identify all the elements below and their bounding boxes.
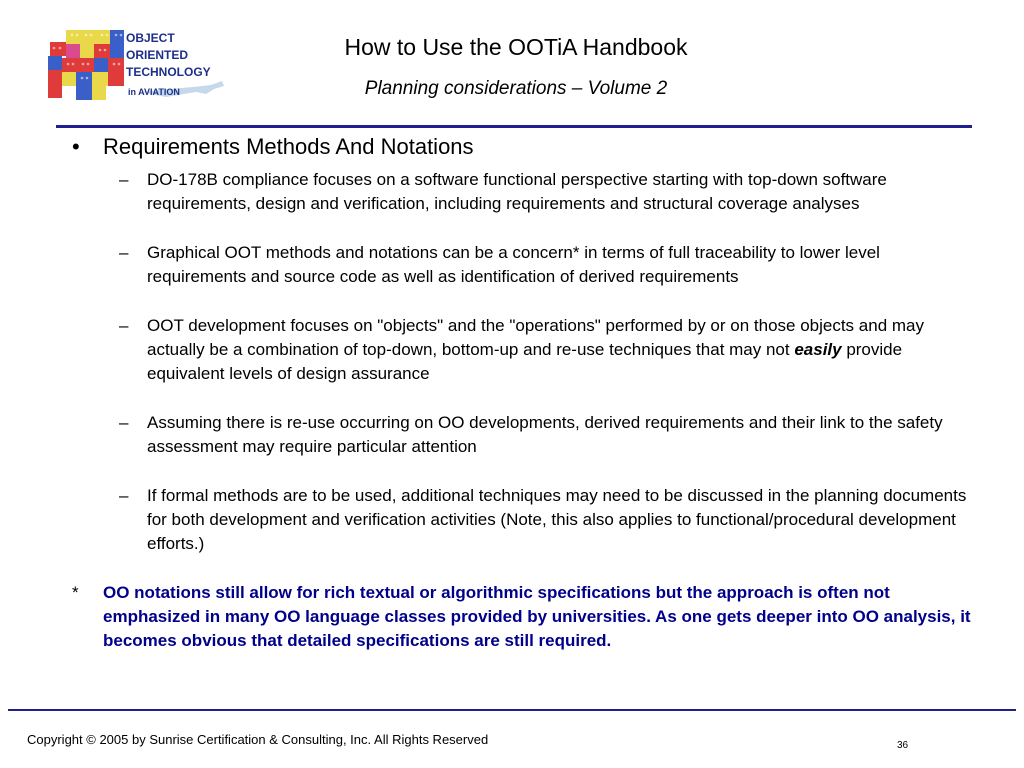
ootia-logo: [46, 28, 230, 104]
svg-text:in AVIATION: in AVIATION: [128, 87, 180, 97]
sub-bullet-text: DO-178B compliance focuses on a software functional perspective starting with top-down software requirements, design and verification, including requirements and structural coverage analyses: [147, 170, 887, 213]
sub-bullet: [119, 168, 982, 216]
sub-bullet-text: Assuming there is re-use occurring on OO developments, derived requirements and their link to the safety assessment may require particular attention: [147, 413, 943, 456]
sub-bullet: [119, 484, 982, 556]
dash-mark: –: [119, 486, 129, 505]
slide-body: [72, 133, 982, 653]
sub-bullet-text: Graphical OOT methods and notations can be a concern* in terms of full traceability to lower level requirements and source code as well as identification of derived requirements: [147, 243, 880, 286]
emphasis-text: easily: [794, 340, 842, 359]
sub-bullet-text-end: provide equivalent levels of design assurance: [147, 340, 903, 383]
dash-mark: –: [119, 243, 129, 262]
svg-text:ORIENTED: ORIENTED: [126, 48, 189, 62]
sub-bullet-text-start: OOT development focuses on "objects" and the "operations" performed by or on those objects and may actually be a combination of top-down, bottom-up and re-use techniques that may not: [147, 316, 924, 359]
sub-bullet: [119, 241, 982, 289]
header-divider: [56, 125, 972, 128]
slide-title: How to Use the OOTiA Handbook: [344, 34, 688, 60]
bullet-mark: •: [72, 134, 80, 159]
dash-mark: –: [119, 316, 129, 335]
copyright-text: Copyright © 2005 by Sunrise Certification & Consulting, Inc. All Rights Reserved: [27, 732, 489, 747]
dash-mark: –: [119, 170, 129, 189]
main-bullet: [72, 133, 982, 161]
sub-bullet-list: [72, 168, 982, 556]
svg-text:OBJECT: OBJECT: [126, 31, 175, 45]
sub-bullet-text: [147, 314, 982, 386]
asterisk-mark: *: [72, 583, 79, 602]
footnote-text: OO notations still allow for rich textual or algorithmic specifications but the approach is often not emphasized in many OO language classes provided by universities. As one gets deeper into OO analysis, it becomes obvious that detailed specifications are still required.: [103, 583, 971, 650]
page-number: 36: [897, 740, 909, 751]
slide-subtitle: Planning considerations – Volume 2: [364, 78, 668, 99]
svg-text:TECHNOLOGY: TECHNOLOGY: [126, 65, 211, 79]
sub-bullet: [119, 314, 982, 386]
main-bullet-text: Requirements Methods And Notations: [103, 134, 474, 159]
sub-bullet-text: If formal methods are to be used, additional techniques may need to be discussed in the planning documents for both development and verification activities (Note, this also applies to functional/procedural development efforts.): [147, 486, 967, 553]
footer-divider: [8, 709, 1016, 711]
dash-mark: –: [119, 413, 129, 432]
footnote: [72, 581, 982, 653]
sub-bullet: [119, 411, 982, 459]
